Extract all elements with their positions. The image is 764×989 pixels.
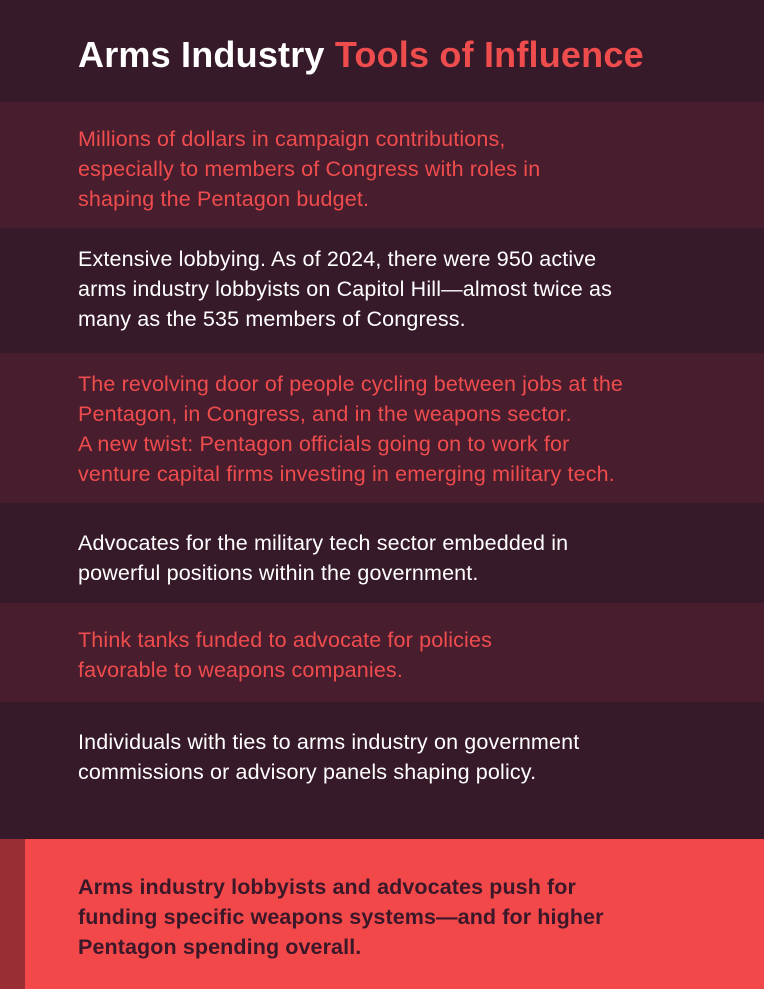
influence-item-commissions (0, 702, 764, 839)
item-text: Individuals with ties to arms industry on government commissions or advisory panels shaping policy. (78, 730, 580, 784)
title-accent: Tools of Influence (334, 34, 644, 75)
influence-item-advocates (0, 503, 764, 603)
influence-item-think-tanks (0, 603, 764, 702)
item-text: Extensive lobbying. As of 2024, there were 950 active arms industry lobbyists on Capitol Hill—almost twice as many as the 535 members of Congress. (78, 247, 612, 331)
item-text: Think tanks funded to advocate for policies favorable to weapons companies. (78, 628, 492, 682)
item-text: Millions of dollars in campaign contributions, especially to members of Congress with roles in shaping the Pentagon budget. (78, 127, 541, 211)
influence-item-campaign-contributions (0, 102, 764, 228)
footer-accent-bar (0, 839, 25, 989)
item-text: The revolving door of people cycling between jobs at the Pentagon, in Congress, and in the weapons sector. A new twist: Pentagon officials going on to work for venture capital firms investing in emerging military tech. (78, 372, 624, 486)
footer-callout (0, 839, 764, 989)
page-title (78, 33, 644, 77)
footer-text: Arms industry lobbyists and advocates push for funding specific weapons systems—and for higher Pentagon spending overall. (78, 875, 604, 959)
influence-item-revolving-door (0, 353, 764, 503)
influence-item-lobbying (0, 228, 764, 353)
item-text: Advocates for the military tech sector embedded in powerful positions within the government. (78, 531, 569, 585)
title-main: Arms Industry (78, 34, 325, 75)
header (0, 0, 764, 102)
